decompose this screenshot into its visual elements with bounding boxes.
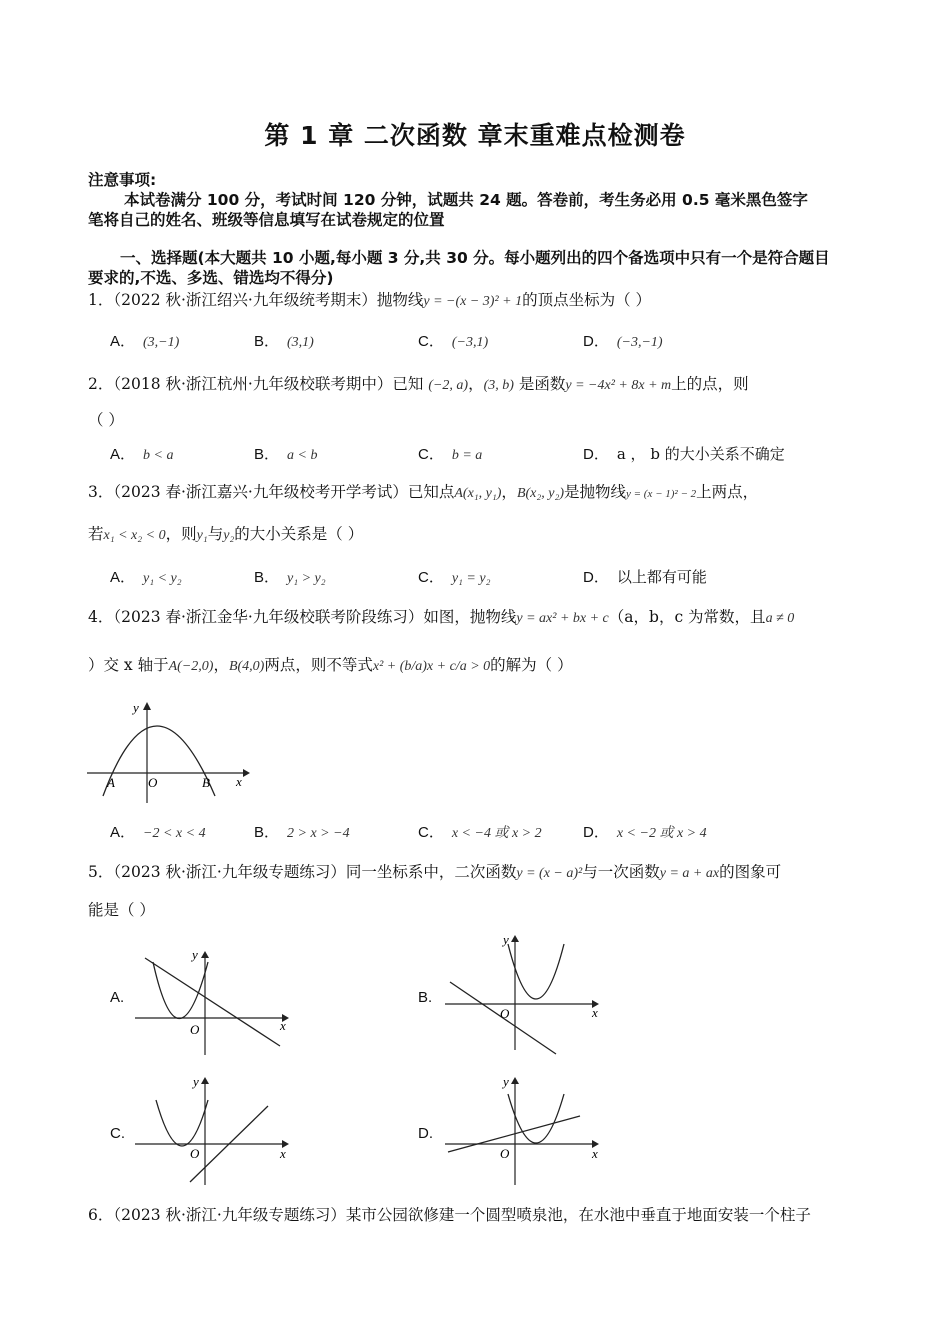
- q1-option-d[interactable]: [583, 330, 663, 351]
- q5-option-a[interactable]: [110, 988, 132, 1006]
- q2-formula: y = −4x² + 8x + m: [565, 378, 672, 393]
- option-label: C．: [418, 446, 444, 463]
- q4-l2-inequality: x² + (b/a)x + c/a > 0: [372, 659, 491, 674]
- y-axis-arrow: [143, 702, 151, 710]
- q4-option-b[interactable]: [254, 821, 350, 842]
- q2-option-c[interactable]: [418, 443, 482, 464]
- q3-option-a[interactable]: [110, 566, 182, 587]
- q4-source: （2023 春·浙江金华·九年级校联考阶段练习）: [113, 608, 424, 626]
- q4-text-a: 如图，抛物线: [423, 608, 517, 626]
- q3-l2-d: 的大小关系是（ ）: [234, 525, 364, 543]
- x-label: x: [236, 774, 242, 789]
- option-value: 以上都有可能: [616, 568, 707, 586]
- q5-number: 5．: [88, 863, 114, 881]
- y-axis-arrow: [201, 1077, 209, 1084]
- question-2: [88, 374, 749, 396]
- q1-option-b[interactable]: [254, 330, 314, 351]
- q4-graph: [85, 698, 255, 808]
- point-b-label: B: [202, 775, 210, 790]
- q2-line-2: （ ）: [88, 411, 124, 429]
- q4-number: 4．: [88, 608, 114, 626]
- y-axis-arrow: [511, 935, 519, 942]
- notice-line-1: 本试卷满分 100 分，考试时间 120 分钟，试题共 24 题。答卷前，考生务必用 0.5 毫米黑色签字: [124, 191, 808, 209]
- q5-formula-1: y = (x − a)²: [516, 866, 583, 881]
- option-label: A．: [110, 446, 136, 463]
- q4-l2-point-a: A(−2,0): [168, 659, 214, 674]
- q3-source: （2023 春·浙江嘉兴·九年级校考开学考试）: [113, 483, 408, 501]
- option-value: (3,−1): [143, 335, 180, 350]
- option-label: B．: [254, 446, 280, 463]
- option-label: A.: [110, 989, 125, 1006]
- option-label: D．: [583, 824, 609, 841]
- q3-text-a: 已知点: [407, 483, 455, 501]
- notice-line-2: 笔将自己的姓名、班级等信息填写在试卷规定的位置: [88, 211, 445, 229]
- option-value: b < a: [143, 448, 174, 463]
- q4-l2-c: 的解为（ ）: [490, 656, 573, 674]
- question-3: [88, 482, 758, 504]
- option-label: B．: [254, 333, 280, 350]
- q3-l2-a: 若: [88, 525, 104, 543]
- q4-condition: a ≠ 0: [765, 611, 795, 626]
- q2-point-2: (3, b): [483, 378, 514, 393]
- q5-option-b[interactable]: [418, 988, 440, 1006]
- y-label: y: [133, 700, 139, 715]
- q6-text: 某市公园欲修建一个圆型喷泉池，在水池中垂直于地面安装一个柱子: [345, 1206, 811, 1224]
- line: [448, 1116, 580, 1152]
- q1-option-c[interactable]: [418, 330, 488, 351]
- option-value: y₁ = y₂: [451, 571, 491, 586]
- q2-point-1: (−2, a): [428, 378, 469, 393]
- q5-text-c: 的图象可: [719, 863, 782, 881]
- origin-label: O: [500, 1006, 510, 1021]
- q1-source: （2022 秋·浙江绍兴·九年级统考期末）: [113, 291, 377, 309]
- option-label: A．: [110, 824, 136, 841]
- point-a-label: A: [107, 775, 115, 790]
- q4-option-d[interactable]: [583, 821, 707, 842]
- option-label: C．: [418, 824, 444, 841]
- q5-line-2: 能是（ ）: [88, 901, 155, 919]
- question-6: [88, 1205, 811, 1225]
- q2-sep: ，: [468, 375, 484, 393]
- x-label: x: [592, 1146, 598, 1161]
- q3-sep: ，: [501, 483, 517, 501]
- y-label: y: [503, 932, 509, 947]
- q4-text-b: （a，b，c 为常数，且: [608, 608, 766, 626]
- q3-line-2: [88, 524, 363, 546]
- x-label: x: [592, 1005, 598, 1020]
- q5-formula-2: y = a + ax: [659, 866, 720, 881]
- question-1: [88, 290, 651, 312]
- page-title: 第 1 章 二次函数 章末重难点检测卷: [264, 121, 686, 150]
- q1-text-a: 抛物线: [376, 291, 424, 309]
- q3-option-c[interactable]: [418, 566, 490, 587]
- q5-graph-b[interactable]: [440, 930, 610, 1055]
- question-4: [88, 607, 794, 629]
- option-value: b = a: [451, 448, 483, 463]
- option-value: (−3,−1): [616, 335, 663, 350]
- q1-text-b: 的顶点坐标为（ ）: [522, 291, 652, 309]
- q1-formula: y = −(x − 3)² + 1: [423, 294, 523, 309]
- option-value: (3,1): [287, 335, 314, 350]
- q3-l2-c: 与: [207, 525, 224, 543]
- q3-l2-f1: x₁ < x₂ < 0: [103, 528, 166, 543]
- option-label: B．: [254, 569, 280, 586]
- q5-source: （2023 秋·浙江·九年级专题练习）: [113, 863, 346, 881]
- q4-formula: y = ax² + bx + c: [516, 611, 609, 626]
- question-5: [88, 862, 781, 884]
- q6-source: （2023 秋·浙江·九年级专题练习）: [113, 1206, 346, 1224]
- option-value: y₁ > y₂: [287, 571, 326, 586]
- origin-label: O: [500, 1146, 510, 1161]
- option-label: A．: [110, 333, 136, 350]
- parabola: [508, 944, 564, 999]
- q2-option-d[interactable]: [583, 443, 785, 464]
- q3-point-b: B(x₂, y₂): [516, 486, 564, 501]
- y-axis-arrow: [201, 951, 209, 958]
- y-label: y: [192, 950, 198, 962]
- x-axis-arrow: [243, 769, 250, 777]
- q4-line-2: [88, 655, 573, 677]
- x-label: x: [280, 1018, 286, 1033]
- q5-graph-a[interactable]: [130, 950, 300, 1060]
- parabola: [156, 1100, 208, 1146]
- y-label: y: [193, 1074, 199, 1089]
- q3-option-d[interactable]: [583, 566, 707, 587]
- q4-option-c[interactable]: [418, 821, 542, 842]
- q3-text-b: 是抛物线: [563, 483, 626, 501]
- q3-l2-b: ，则: [165, 525, 197, 543]
- q4-l2-sep: ，: [213, 656, 229, 674]
- parabola: [153, 962, 208, 1019]
- option-value: −2 < x < 4: [143, 826, 206, 841]
- option-label: D．: [583, 569, 609, 586]
- option-label: A．: [110, 569, 136, 586]
- option-value: x < −2 或 x > 4: [616, 826, 707, 841]
- option-value: a < b: [287, 448, 318, 463]
- option-label: B.: [418, 989, 433, 1006]
- q3-option-b[interactable]: [254, 566, 326, 587]
- origin-label: O: [190, 1022, 200, 1037]
- q2-text-b: 是函数: [518, 375, 566, 393]
- q4-option-a[interactable]: [110, 821, 206, 842]
- q6-number: 6．: [88, 1206, 114, 1224]
- x-label: x: [280, 1146, 286, 1161]
- q4-l2-point-b: B(4,0): [228, 659, 265, 674]
- option-value: (−3,1): [451, 335, 489, 350]
- q3-l2-f2: y₁: [196, 528, 208, 543]
- q5-text-a: 同一坐标系中，二次函数: [345, 863, 517, 881]
- origin-label: O: [190, 1146, 200, 1161]
- q3-text-c: 上两点，: [696, 483, 759, 501]
- option-label: D．: [583, 333, 609, 350]
- option-value: 2 > x > −4: [287, 826, 350, 841]
- q5-graph-d[interactable]: [440, 1070, 610, 1190]
- q4-l2-b: 两点，则不等式: [264, 656, 373, 674]
- q1-option-a[interactable]: [110, 330, 179, 351]
- option-value: a ， b 的大小关系不确定: [616, 445, 785, 463]
- section1-line-2: 要求的,不选、多选、错选均不得分): [88, 269, 334, 287]
- origin-label: O: [148, 775, 158, 790]
- y-axis-arrow: [511, 1077, 519, 1084]
- option-value: y₁ < y₂: [143, 571, 182, 586]
- q3-number: 3．: [88, 483, 114, 501]
- q3-point-a: A(x₁, y₁): [454, 486, 502, 501]
- q1-number: 1．: [88, 291, 114, 309]
- q2-number: 2．: [88, 375, 114, 393]
- q3-formula: y = (x − 1)² − 2: [626, 488, 697, 500]
- q2-option-a[interactable]: [110, 443, 173, 464]
- q5-text-b: 与一次函数: [582, 863, 660, 881]
- option-value: x < −4 或 x > 2: [451, 826, 542, 841]
- q3-l2-f3: y₂: [223, 528, 235, 543]
- parabola: [103, 726, 215, 796]
- option-label: C．: [418, 569, 444, 586]
- option-label: B．: [254, 824, 280, 841]
- option-label: C.: [110, 1125, 125, 1142]
- q5-graph-c[interactable]: [130, 1070, 300, 1190]
- notice-heading: 注意事项:: [88, 171, 157, 189]
- q2-text-c: 上的点，则: [671, 375, 749, 393]
- option-label: D.: [418, 1125, 433, 1142]
- option-label: C．: [418, 333, 444, 350]
- q5-option-d[interactable]: [418, 1124, 441, 1142]
- section1-line-1: 一、选择题(本大题共 10 小题,每小题 3 分,共 30 分。每小题列出的四个备选项中只有一个是符合题目: [120, 249, 830, 267]
- parabola: [508, 1094, 564, 1143]
- option-label: D．: [583, 446, 609, 463]
- q2-source: （2018 秋·浙江杭州·九年级校联考期中）: [113, 375, 393, 393]
- q2-option-b[interactable]: [254, 443, 317, 464]
- q4-l2-a: ）交 x 轴于: [88, 656, 169, 674]
- q2-text-a: 已知: [392, 375, 424, 393]
- y-label: y: [503, 1074, 509, 1089]
